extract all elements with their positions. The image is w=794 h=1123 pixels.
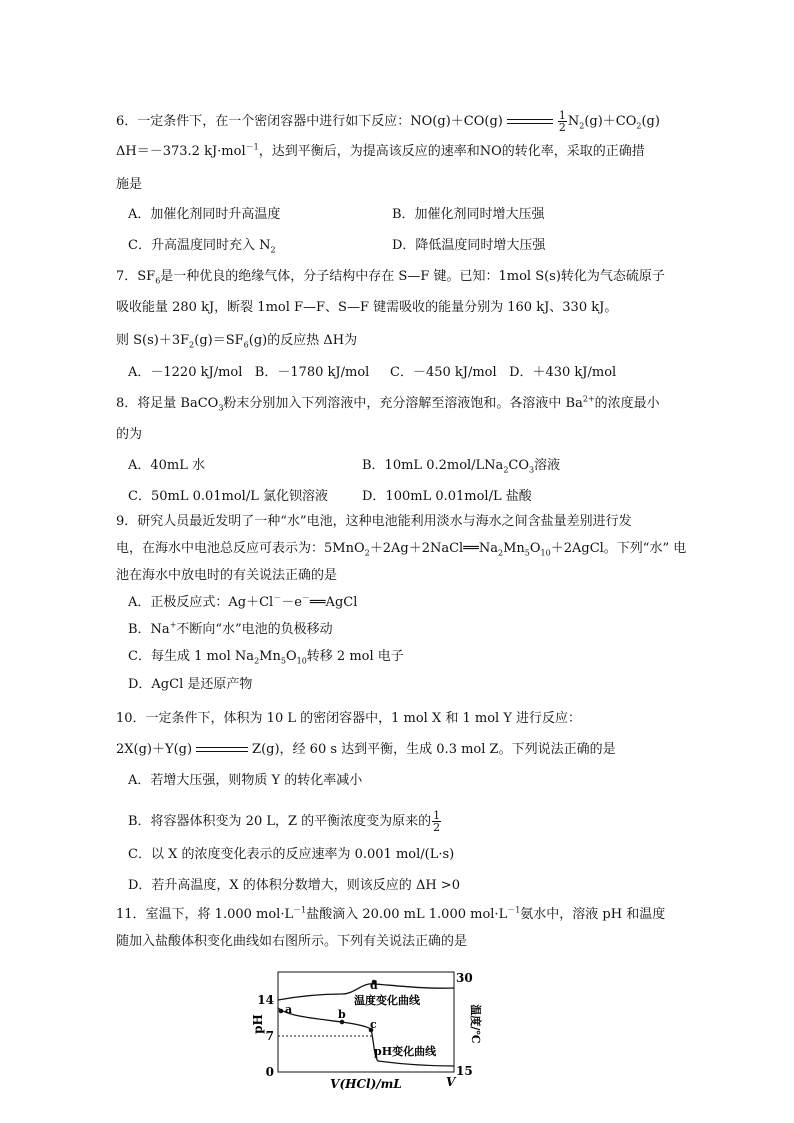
q9-line1: 9．研究人员最近发明了一种“水”电池，这种电池能利用淡水与海水之间含盐量差别进行发 <box>116 514 632 529</box>
ph-temperature-figure <box>250 962 490 1094</box>
fraction: $\frac{1}{2}$ <box>558 109 566 134</box>
q9-line3: 池在海水中放电时的有关说法正确的是 <box>116 568 338 583</box>
q6-option-c: C．升高温度同时充入 $N_2$ <box>128 238 276 255</box>
point-b-label: b <box>338 1008 346 1021</box>
y-left-tick-14: 14 <box>257 993 274 1007</box>
point-c-label: c <box>370 1018 377 1031</box>
q7-line3: 则 $S(s)+3F_2(g)=SF_6(g)$的反应热 ΔH为 <box>116 333 358 350</box>
q9-option-b: B．Na+不断向“水”电池的负极移动 <box>128 620 333 637</box>
q6-option-a: A．加催化剂同时升高温度 <box>128 207 281 222</box>
x-axis-label: V(HCl)/mL <box>330 1077 402 1091</box>
q6-line1: 6．一定条件下，在一个密闭容器中进行如下反应：NO(g)＋CO(g) $\frac{1}{2}$ $N_2(g)+CO_2(g)$ <box>116 109 660 134</box>
q11-line1: 11．室温下，将 1.000 $mol\cdot L^{-1}$盐酸滴入 20.00 mL 1.000 $mol\cdot L^{-1}$氨水中，溶液 pH 和温度 <box>116 905 666 922</box>
point-a <box>279 1009 284 1014</box>
q8-line2: 的为 <box>116 427 143 442</box>
q9-option-c: C．每生成 1 mol $Na_2Mn_5O_{10}$转移 2 mol 电子 <box>128 649 404 666</box>
q6-option-b: B．加催化剂同时增大压强 <box>392 207 545 222</box>
q7-line1: 7．$SF_6$是一种优良的绝缘气体，分子结构中存在 S—F 键。已知：1mol S(s)转化为气态硫原子 <box>116 269 665 286</box>
q10-line1: 10．一定条件下，体积为 10 L 的密闭容器中，1 mol X 和 1 mol Y 进行反应： <box>116 711 582 726</box>
q10-line2: 2X(g)＋Y(g) Z(g)，经 60 s 达到平衡，生成 0.3 mol Z。下列说法正确的是 <box>116 742 616 757</box>
x-axis-end-label: V <box>446 1075 456 1089</box>
q10-option-d: D．若升高温度，X 的体积分数增大，则该反应的 ΔH >0 <box>128 878 460 893</box>
temperature-curve-label: 温度变化曲线 <box>354 994 420 1007</box>
q8-option-b: B．10mL $0.2mol/LNa_2CO_3$溶液 <box>362 458 561 475</box>
y-left-tick-7: 7 <box>265 1029 274 1043</box>
q6-line2: ΔH＝－373.2 kJ·mol$^{-1}$，达到平衡后，为提高该反应的速率和NO的转化率，采取的正确措 <box>116 142 645 159</box>
q8-option-c: C．50mL 0.01mol/L 氯化钡溶液 <box>128 489 328 504</box>
equilibrium-arrow-icon <box>507 117 553 127</box>
q6-line3: 施是 <box>116 177 143 192</box>
q6-option-d: D．降低温度同时增大压强 <box>392 238 546 253</box>
q9-option-d: D．AgCl 是还原产物 <box>128 677 253 692</box>
y-right-label: 温度/℃ <box>469 1004 482 1044</box>
q9-option-a: A．正极反应式：Ag＋Cl－－e－══AgCl <box>128 593 358 610</box>
equilibrium-arrow-icon <box>196 745 248 755</box>
q10-option-a: A．若增大压强，则物质 Y 的转化率减小 <box>128 773 363 788</box>
y-right-tick-30: 30 <box>456 971 473 985</box>
fraction: $\frac{1}{2}$ <box>433 809 441 834</box>
point-d-label: d <box>370 979 378 992</box>
q7-line2: 吸收能量 280 kJ，断裂 1mol F—F、S—F 键需吸收的能量分别为 160 kJ、330 kJ。 <box>116 300 618 315</box>
ph-curve-label: pH变化曲线 <box>374 1045 437 1058</box>
q10-option-b: B．将容器体积变为 20 L，Z 的平衡浓度变为原来的 $\frac{1}{2}$ <box>128 809 441 834</box>
y-left-label: pH <box>251 1014 265 1034</box>
q8-option-d: D．100mL 0.01mol/L 盐酸 <box>362 489 532 504</box>
q7-options: A．－1220 kJ/mol B．－1780 kJ/mol C．－450 kJ/mol D．＋430 kJ/mol <box>128 365 617 380</box>
q11-line2: 随加入盐酸体积变化曲线如右图所示。下列有关说法正确的是 <box>116 934 468 949</box>
q8-line1: 8．将足量 BaCO$_3$粉末分别加入下列溶液中，充分溶解至溶液饱和。各溶液中 $Ba^{2+}$的浓度最小 <box>116 394 660 413</box>
y-left-tick-0: 0 <box>265 1065 274 1079</box>
q8-option-a: A．40mL 水 <box>128 458 206 473</box>
q9-line2: 电，在海水中电池总反应可表示为：$5MnO_2+2Ag+2NaCl══Na_2Mn_5O_{10}+2AgCl$。下列“水” 电 <box>116 541 687 558</box>
point-a-label: a <box>285 1003 293 1016</box>
y-right-tick-15: 15 <box>456 1064 473 1078</box>
q10-option-c: C．以 X 的浓度变化表示的反应速率为 0.001 mol/(L·s) <box>128 847 455 862</box>
